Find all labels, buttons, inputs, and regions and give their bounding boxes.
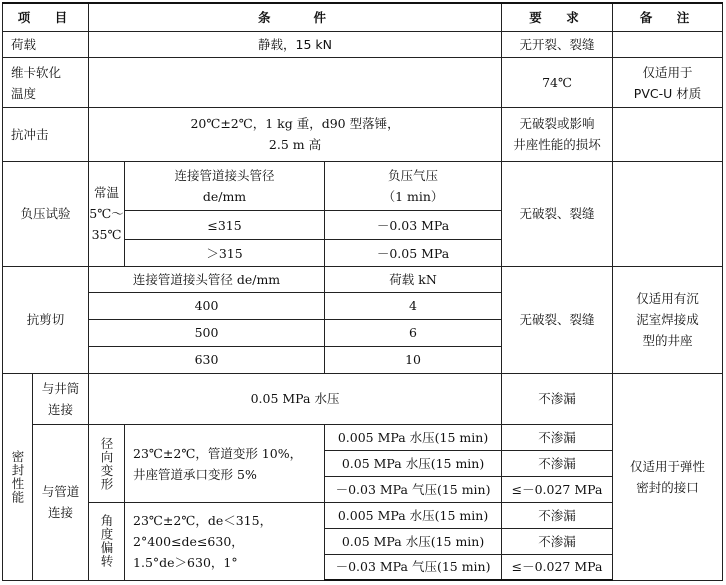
seal-angular-pressure: 0.05 MPa 水压(15 min) <box>325 528 502 554</box>
shear-col1-head: 连接管道接头管径 de/mm <box>89 267 325 293</box>
load-row <box>3 32 723 58</box>
vicat-requirement: 74℃ <box>502 58 613 108</box>
header-remark: 备 注 <box>613 3 723 32</box>
negative-remark <box>613 161 723 266</box>
seal-angular-result: ≤－0.027 MPa <box>502 554 613 580</box>
shear-diameter: 630 <box>89 346 325 373</box>
header-condition: 条 件 <box>89 3 502 32</box>
negative-requirement: 无破裂、裂缝 <box>502 161 613 266</box>
shear-diameter: 500 <box>89 319 325 346</box>
shear-col2-head: 荷载 kN <box>325 267 502 293</box>
seal-angular-label: 角度偏转 <box>89 502 125 580</box>
negative-diameter: ≤315 <box>125 211 325 240</box>
seal-radial-label: 径向变形 <box>89 425 125 503</box>
vicat-item: 维卡软化 温度 <box>3 58 89 108</box>
negative-col1-head: 连接管道接头管径 de/mm <box>125 161 325 211</box>
load-requirement: 无开裂、裂缝 <box>502 32 613 58</box>
seal-angular-pressure: －0.03 MPa 气压(15 min) <box>325 554 502 580</box>
shear-head-row <box>3 267 723 293</box>
load-remark <box>613 32 723 58</box>
impact-condition: 20℃±2℃，1 kg 重，d90 型落锤， 2.5 m 高 <box>89 107 502 161</box>
negative-item: 负压试验 <box>3 161 89 266</box>
seal-radial-result: ≤－0.027 MPa <box>502 476 613 502</box>
shear-load: 6 <box>325 319 502 346</box>
vicat-remark: 仅适用于 PVC-U 材质 <box>613 58 723 108</box>
header-row <box>3 3 723 32</box>
negative-pressure: －0.03 MPa <box>325 211 502 240</box>
shear-requirement: 无破裂、裂缝 <box>502 267 613 373</box>
shear-load: 10 <box>325 346 502 373</box>
seal-angular-result: 不渗漏 <box>502 528 613 554</box>
seal-angular-condition: 23℃±2℃，de＜315， 2°400≤de≤630， 1.5°de＞630，1° <box>125 502 325 580</box>
header-requirement: 要 求 <box>502 3 613 32</box>
seal-angular-pressure: 0.005 MPa 水压(15 min) <box>325 502 502 528</box>
impact-item: 抗冲击 <box>3 107 89 161</box>
seal-radial-result: 不渗漏 <box>502 451 613 477</box>
negative-temp: 常温 5℃～35℃ <box>89 161 125 266</box>
impact-remark <box>613 107 723 161</box>
header-item: 项 目 <box>3 3 89 32</box>
load-item: 荷载 <box>3 32 89 58</box>
shear-load: 4 <box>325 292 502 319</box>
seal-angular-result: 不渗漏 <box>502 502 613 528</box>
seal-item: 密封性能 <box>3 373 33 580</box>
impact-requirement: 无破裂或影响 井座性能的损坏 <box>502 107 613 161</box>
shear-item: 抗剪切 <box>3 267 89 373</box>
impact-row <box>3 107 723 161</box>
negative-diameter: ＞315 <box>125 240 325 267</box>
seal-radial-condition: 23℃±2℃，管道变形 10%， 井座管道承口变形 5% <box>125 425 325 503</box>
seal-shaft-row <box>3 373 723 425</box>
seal-radial-result: 不渗漏 <box>502 425 613 451</box>
negative-col2-head: 负压气压 （1 min） <box>325 161 502 211</box>
seal-remark: 仅适用于弹性 密封的接口 <box>613 373 723 580</box>
seal-radial-pressure: 0.05 MPa 水压(15 min) <box>325 451 502 477</box>
shear-diameter: 400 <box>89 292 325 319</box>
seal-pipe-label: 与管道 连接 <box>33 425 89 580</box>
negative-pressure: －0.05 MPa <box>325 240 502 267</box>
negative-head-row <box>3 161 723 211</box>
vicat-row <box>3 58 723 108</box>
shear-remark: 仅适用有沉 泥室焊接成 型的井座 <box>613 267 723 373</box>
vicat-condition <box>89 58 502 108</box>
seal-radial-pressure: 0.005 MPa 水压(15 min) <box>325 425 502 451</box>
spec-table <box>2 2 723 581</box>
seal-shaft-condition: 0.05 MPa 水压 <box>89 373 502 425</box>
seal-radial-pressure: －0.03 MPa 气压(15 min) <box>325 476 502 502</box>
load-condition: 静载，15 kN <box>89 32 502 58</box>
seal-shaft-label: 与井筒 连接 <box>33 373 89 425</box>
seal-shaft-requirement: 不渗漏 <box>502 373 613 425</box>
